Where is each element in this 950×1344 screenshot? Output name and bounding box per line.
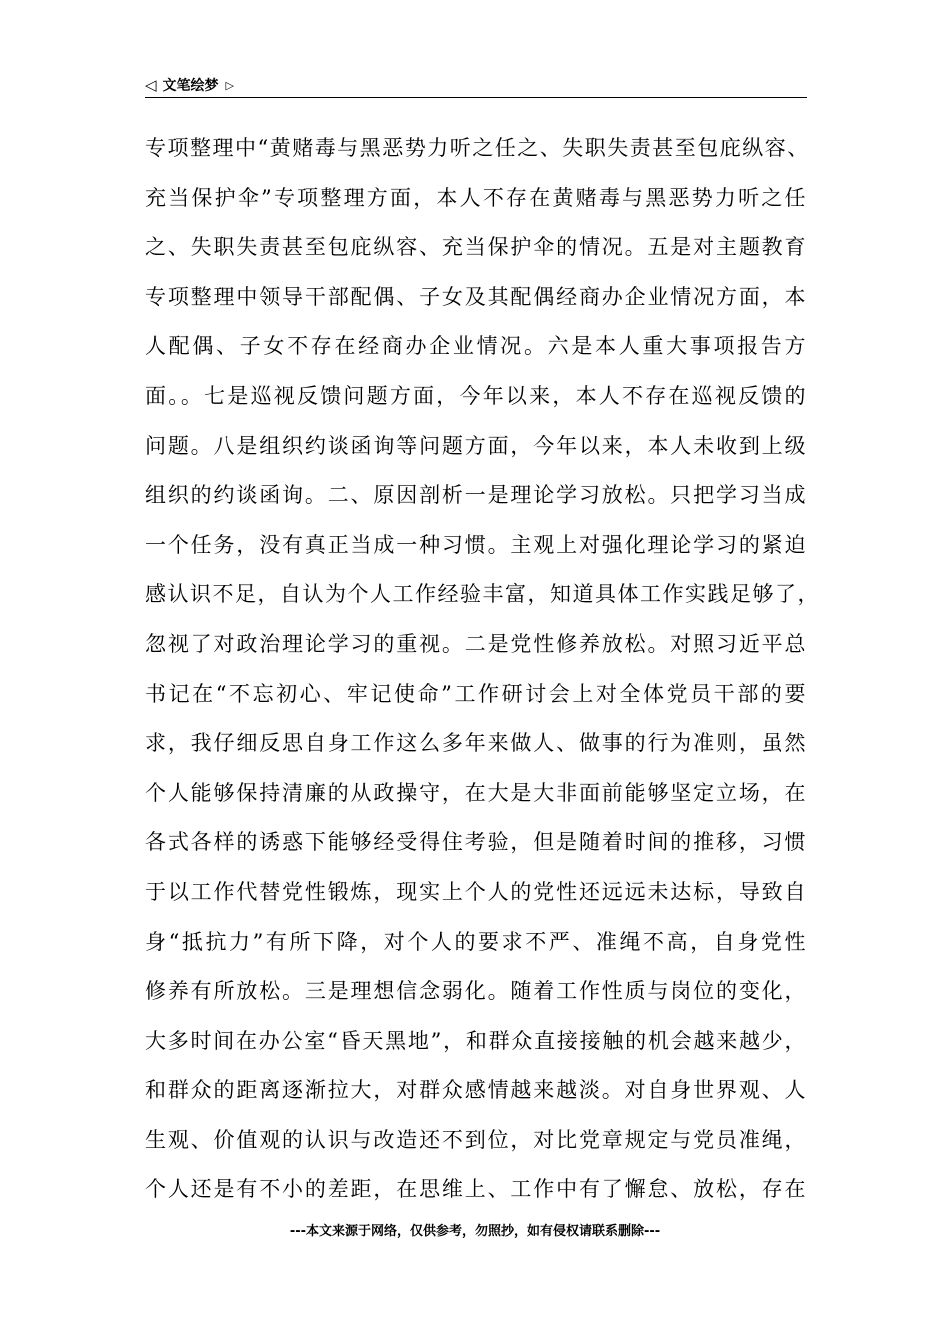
body-line: 问题。八是组织约谈函询等问题方面，今年以来，本人未收到上级 (145, 433, 807, 458)
body-line: 组织的约谈函询。二、原因剖析一是理论学习放松。只把学习当成 (145, 483, 807, 508)
body-line: 生观、价值观的认识与改造还不到位，对比党章规定与党员准绳， (145, 1127, 807, 1152)
body-line: 各式各样的诱惑下能够经受得住考验，但是随着时间的推移，习惯 (145, 830, 807, 855)
body-line: 书记在“不忘初心、牢记使命”工作研讨会上对全体党员干部的要 (145, 681, 807, 706)
body-line: 面。。七是巡视反馈问题方面，今年以来，本人不存在巡视反馈的 (145, 383, 807, 408)
body-line: 于以工作代替党性锻炼，现实上个人的党性还远远未达标，导致自 (145, 879, 807, 904)
body-line: 求，我仔细反思自身工作这么多年来做人、做事的行为准则，虽然 (145, 731, 807, 756)
page-header (145, 74, 807, 96)
footer-disclaimer: ---本文来源于网络，仅供参考，勿照抄，如有侵权请联系删除--- (289, 1224, 661, 1239)
right-triangle-icon: ▷ (225, 78, 235, 92)
body-line: 个人还是有不小的差距，在思维上、工作中有了懈怠、放松，存在 (145, 1177, 807, 1202)
body-line: 修养有所放松。三是理想信念弱化。随着工作性质与岗位的变化， (145, 979, 807, 1004)
body-line: 专项整理中“黄赌毒与黑恶势力听之任之、失职失责甚至包庇纵容、 (145, 136, 810, 160)
body-line: 专项整理中领导干部配偶、子女及其配偶经商办企业情况方面，本 (145, 284, 807, 309)
left-triangle-icon: ◁ (145, 75, 157, 94)
body-line: 感认识不足，自认为个人工作经验丰富，知道具体工作实践足够了， (145, 582, 820, 607)
body-line: 个人能够保持清廉的从政操守，在大是大非面前能够坚定立场，在 (145, 780, 807, 805)
brand-name: 文笔绘梦 (162, 78, 219, 94)
body-line: 一个任务，没有真正当成一种习惯。主观上对强化理论学习的紧迫 (145, 532, 807, 557)
body-line: 充当保护伞”专项整理方面，本人不存在黄赌毒与黑恶势力听之任 (145, 185, 807, 210)
body-line: 人配偶、子女不存在经商办企业情况。六是本人重大事项报告方 (145, 334, 807, 359)
body-line: 大多时间在办公室“昏天黑地”，和群众直接接触的机会越来越少， (145, 1028, 807, 1053)
document-body (145, 124, 820, 1215)
body-line: 和群众的距离逐渐拉大，对群众感情越来越淡。对自身世界观、人 (145, 1078, 807, 1103)
body-line: 身“抵抗力”有所下降，对个人的要求不严、准绳不高，自身党性 (145, 929, 807, 954)
body-line: 之、失职失责甚至包庇纵容、充当保护伞的情况。五是对主题教育 (145, 235, 807, 260)
body-line: 忽视了对政治理论学习的重视。二是党性修养放松。对照习近平总 (145, 631, 807, 656)
header-divider (145, 97, 807, 98)
